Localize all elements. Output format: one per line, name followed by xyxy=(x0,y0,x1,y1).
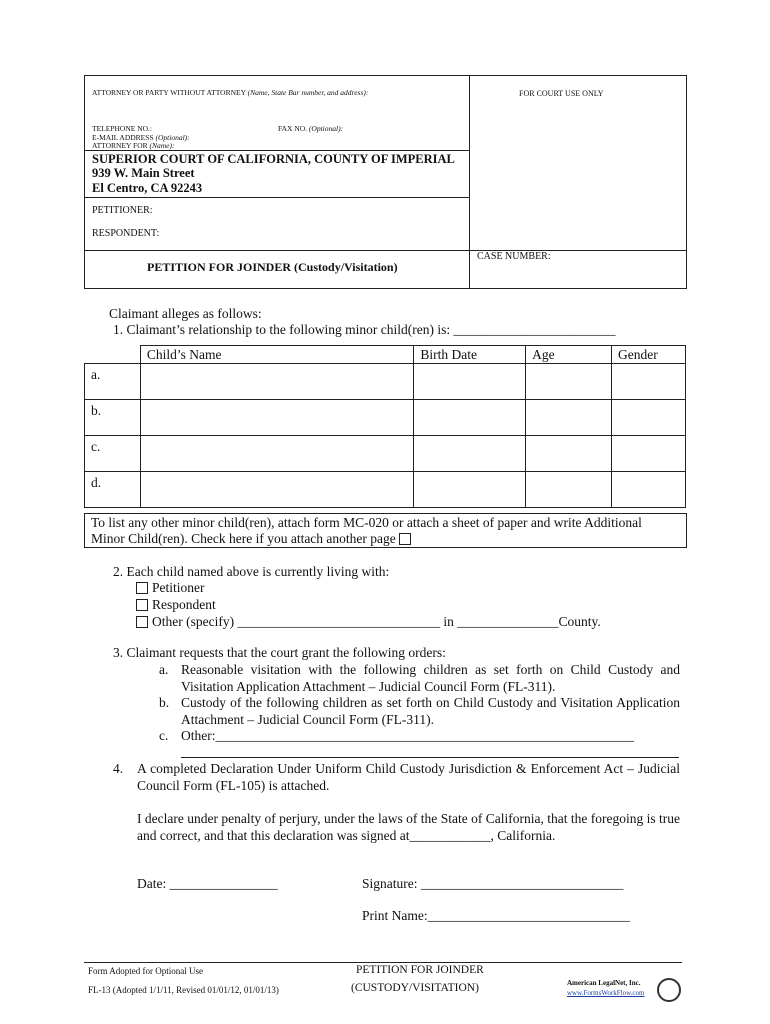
item-3b: Custody of the following children as set forth on Child Custody and Visitation Application Attachment – Judicial Council Form (FL-311). xyxy=(181,695,680,727)
corner-cell xyxy=(85,346,141,364)
footer-title-2: (CUSTODY/VISITATION) xyxy=(351,982,479,994)
option-petitioner: Petitioner xyxy=(136,580,205,596)
item-2: 2. Each child named above is currently living with: xyxy=(113,564,390,579)
respondent-checkbox[interactable] xyxy=(136,599,148,611)
row-label: a. xyxy=(85,364,141,400)
gender-cell[interactable] xyxy=(612,436,686,472)
column-header: Gender xyxy=(612,346,686,364)
gender-cell[interactable] xyxy=(612,364,686,400)
table-row xyxy=(85,472,686,508)
option-respondent: Respondent xyxy=(136,597,216,613)
table-row xyxy=(85,364,686,400)
row-label: d. xyxy=(85,472,141,508)
item-3c: Other:______________________________________________________________ xyxy=(181,728,634,743)
column-header: Birth Date xyxy=(414,346,526,364)
footer-adopted: Form Adopted for Optional Use xyxy=(88,966,203,976)
item-3c-extra-line xyxy=(181,757,679,758)
item-4: A completed Declaration Under Uniform Child Custody Jurisdiction & Enforcement Act – Judicial Council Form (FL-105) is attached. xyxy=(137,761,680,793)
item-1: 1. Claimant’s relationship to the following minor child(ren) is: ________________________ xyxy=(113,322,616,337)
respondent-label: RESPONDENT: xyxy=(92,228,160,239)
other-checkbox[interactable] xyxy=(136,616,148,628)
column-header: Child’s Name xyxy=(140,346,413,364)
age-cell[interactable] xyxy=(526,436,612,472)
child-name-cell[interactable] xyxy=(140,436,413,472)
item-3a-letter: a. xyxy=(159,662,169,677)
child-name-cell[interactable] xyxy=(140,364,413,400)
gender-cell[interactable] xyxy=(612,472,686,508)
item-4-number: 4. xyxy=(113,761,124,776)
case-number-label: CASE NUMBER: xyxy=(477,251,551,262)
attorney-for-label: ATTORNEY FOR (Name): xyxy=(92,141,175,150)
footer-rule xyxy=(84,962,682,963)
table-header-row xyxy=(85,346,686,364)
birth-date-cell[interactable] xyxy=(414,364,526,400)
footer-form-id: FL-13 (Adopted 1/1/11, Revised 01/01/12, 01/01/13) xyxy=(88,985,279,995)
court-rule-top xyxy=(84,150,470,151)
row-label: b. xyxy=(85,400,141,436)
birth-date-cell[interactable] xyxy=(414,400,526,436)
attach-page-checkbox[interactable] xyxy=(399,533,411,545)
item-3a: Reasonable visitation with the following children as set forth on Child Custody and Visitation Application Attachment – Judicial Council Form (FL-311). xyxy=(181,662,680,694)
signature-field[interactable]: Signature: ______________________________ xyxy=(362,876,624,891)
item-3b-letter: b. xyxy=(159,695,170,710)
child-name-cell[interactable] xyxy=(140,400,413,436)
intro-text: Claimant alleges as follows: xyxy=(109,306,262,321)
age-cell[interactable] xyxy=(526,400,612,436)
print-name-field[interactable]: Print Name:______________________________ xyxy=(362,908,631,923)
court-rule-bottom xyxy=(84,197,470,198)
publisher-url[interactable]: www.FormsWorkFlow.com xyxy=(567,989,645,997)
gender-cell[interactable] xyxy=(612,400,686,436)
title-rule xyxy=(84,250,687,251)
age-cell[interactable] xyxy=(526,364,612,400)
publisher-logo-icon xyxy=(657,978,681,1002)
publisher-name: American LegalNet, Inc. xyxy=(567,979,641,987)
court-use-divider xyxy=(469,75,470,289)
email-label: E-MAIL ADDRESS (Optional): xyxy=(92,133,190,142)
table-row xyxy=(85,400,686,436)
birth-date-cell[interactable] xyxy=(414,436,526,472)
court-name: SUPERIOR COURT OF CALIFORNIA, COUNTY OF IMPERIAL xyxy=(92,152,455,166)
table-row xyxy=(85,436,686,472)
court-city: El Centro, CA 92243 xyxy=(92,181,203,195)
court-use-label: FOR COURT USE ONLY xyxy=(519,89,604,98)
form-title: PETITION FOR JOINDER (Custody/Visitation) xyxy=(147,260,398,274)
footer-title-1: PETITION FOR JOINDER xyxy=(356,964,484,976)
note-line-2: Minor Child(ren). Check here if you attach another page xyxy=(91,531,680,547)
column-header: Age xyxy=(526,346,612,364)
fax-label: FAX NO. (Optional): xyxy=(278,124,344,133)
row-label: c. xyxy=(85,436,141,472)
option-other: Other (specify) ______________________________ in _______________County. xyxy=(136,614,601,630)
note-line-1: To list any other minor child(ren), attach form MC-020 or attach a sheet of paper and write Additional xyxy=(91,515,642,530)
petitioner-label: PETITIONER: xyxy=(92,205,153,216)
date-field[interactable]: Date: ________________ xyxy=(137,876,278,891)
birth-date-cell[interactable] xyxy=(414,472,526,508)
declaration-text: I declare under penalty of perjury, under the laws of the State of California, that the foregoing is true and correct, and that this declaration was signed at____________, California. xyxy=(137,811,680,843)
item-3c-letter: c. xyxy=(159,728,169,743)
telephone-label: TELEPHONE NO.: xyxy=(92,124,152,133)
item-3: 3. Claimant requests that the court grant the following orders: xyxy=(113,645,446,660)
court-street: 939 W. Main Street xyxy=(92,166,195,180)
child-name-cell[interactable] xyxy=(140,472,413,508)
petitioner-checkbox[interactable] xyxy=(136,582,148,594)
age-cell[interactable] xyxy=(526,472,612,508)
additional-children-note xyxy=(84,513,687,548)
attorney-label: ATTORNEY OR PARTY WITHOUT ATTORNEY (Name, State Bar number, and address): xyxy=(92,88,369,97)
children-table xyxy=(84,345,686,508)
